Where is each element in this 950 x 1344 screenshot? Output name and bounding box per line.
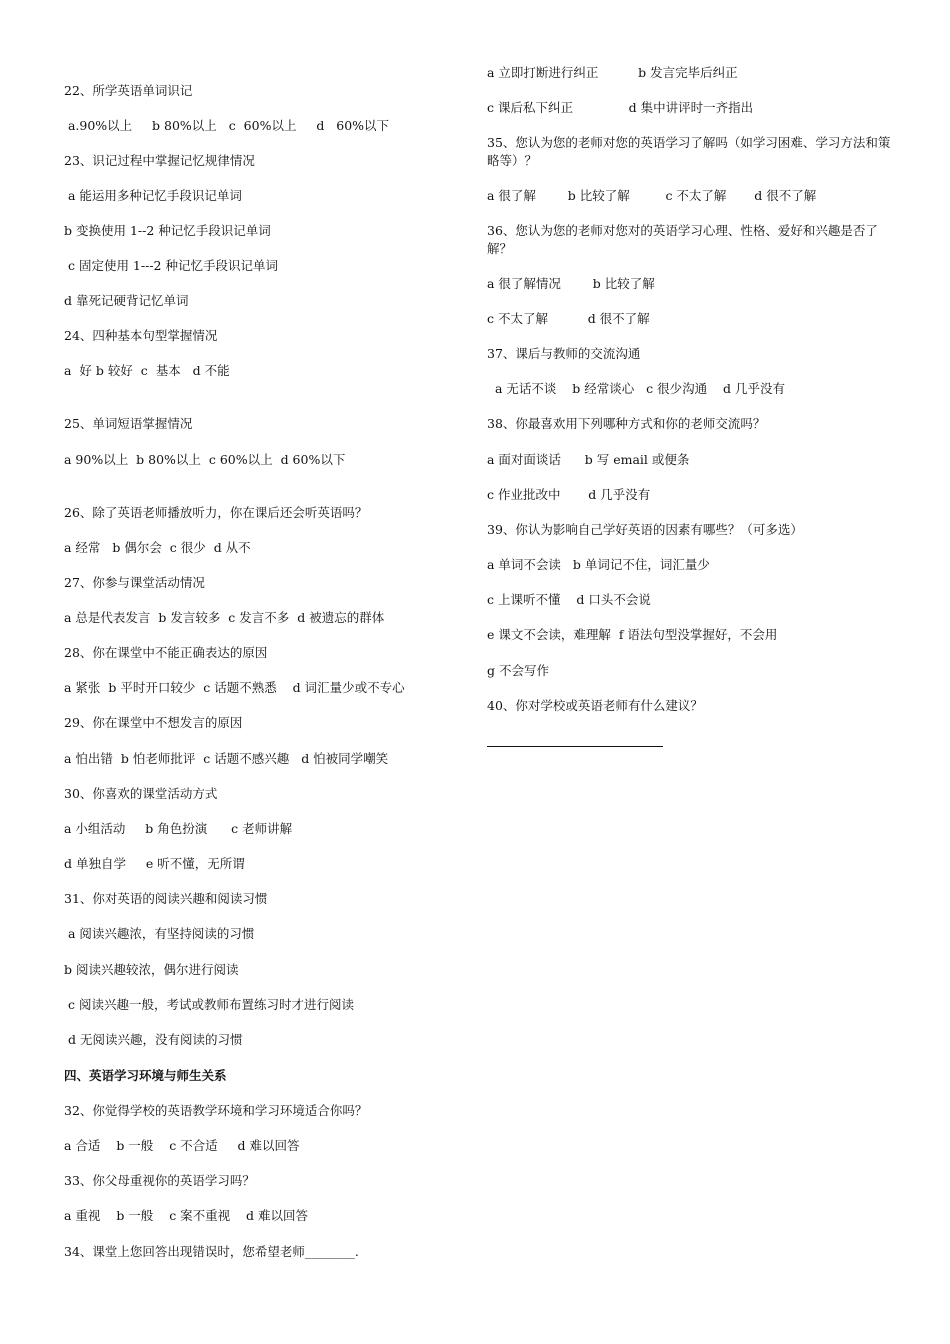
question-29: 29、你在课堂中不想发言的原因 [64, 715, 243, 730]
options-38-row1: a 面对面谈话 b 写 email 或便条 [487, 452, 690, 467]
options-26: a 经常 b 偶尔会 c 很少 d 从不 [64, 540, 251, 555]
question-28: 28、你在课堂中不能正确表达的原因 [64, 645, 268, 660]
options-25: a 90%以上 b 80%以上 c 60%以上 d 60%以下 [64, 452, 346, 467]
options-36-row2: c 不太了解 d 很不了解 [487, 311, 650, 326]
option-31c: c 阅读兴趣一般，考试或教师布置练习时才进行阅读 [64, 997, 354, 1012]
option-31d: d 无阅读兴趣，没有阅读的习惯 [64, 1032, 243, 1047]
question-23: 23、识记过程中掌握记忆规律情况 [64, 153, 255, 168]
options-36-row1: a 很了解情况 b 比较了解 [487, 276, 655, 291]
options-29: a 怕出错 b 怕老师批评 c 话题不感兴趣 d 怕被同学嘲笑 [64, 751, 389, 766]
options-30-row1: a 小组活动 b 角色扮演 c 老师讲解 [64, 821, 293, 836]
section-heading-4: 四、英语学习环境与师生关系 [64, 1068, 227, 1083]
option-23a: a 能运用多种记忆手段识记单词 [64, 188, 242, 203]
option-23d: d 靠死记硬背记忆单词 [64, 293, 189, 308]
question-25: 25、单词短语掌握情况 [64, 416, 193, 431]
options-34-row1: a 立即打断进行纠正 b 发言完毕后纠正 [487, 65, 738, 80]
options-32: a 合适 b 一般 c 不合适 d 难以回答 [64, 1138, 300, 1153]
question-22: 22、所学英语单词识记 [64, 83, 193, 98]
options-38-row2: c 作业批改中 d 几乎没有 [487, 487, 651, 502]
option-31a: a 阅读兴趣浓，有坚持阅读的习惯 [64, 926, 255, 941]
options-39-row2: c 上课听不懂 d 口头不会说 [487, 592, 651, 607]
options-28: a 紧张 b 平时开口较少 c 话题不熟悉 d 词汇量少或不专心 [64, 680, 405, 695]
options-35: a 很了解 b 比较了解 c 不太了解 d 很不了解 [487, 188, 817, 203]
question-30: 30、你喜欢的课堂活动方式 [64, 786, 218, 801]
options-37: a 无话不谈 b 经常谈心 c 很少沟通 d 几乎没有 [487, 381, 786, 396]
answer-line-40 [487, 746, 663, 747]
question-31: 31、你对英语的阅读兴趣和阅读习惯 [64, 891, 268, 906]
option-23c: c 固定使用 1---2 种记忆手段识记单词 [64, 258, 278, 273]
options-27: a 总是代表发言 b 发言较多 c 发言不多 d 被遗忘的群体 [64, 610, 385, 625]
options-33: a 重视 b 一般 c 案不重视 d 难以回答 [64, 1208, 309, 1223]
options-34-row2: c 课后私下纠正 d 集中讲评时一齐指出 [487, 100, 754, 115]
question-33: 33、你父母重视你的英语学习吗？ [64, 1173, 255, 1188]
question-40: 40、你对学校或英语老师有什么建议？ [487, 698, 703, 713]
question-37: 37、课后与教师的交流沟通 [487, 346, 641, 361]
options-24: a 好 b 较好 c 基本 d 不能 [64, 363, 230, 378]
question-32: 32、你觉得学校的英语教学环境和学习环境适合你吗？ [64, 1103, 368, 1118]
question-35: 35、您认为您的老师对您的英语学习了解吗（如学习困难、学习方法和策略等）？ [487, 135, 891, 168]
option-23b: b 变换使用 1--2 种记忆手段识记单词 [64, 223, 271, 238]
question-36: 36、您认为您的老师对您对的英语学习心理、性格、爱好和兴趣是否了解？ [487, 223, 878, 256]
question-24: 24、四种基本句型掌握情况 [64, 328, 218, 343]
options-22: a.90%以上 b 80%以上 c 60%以上 d 60%以下 [64, 118, 390, 133]
question-38: 38、你最喜欢用下列哪种方式和你的老师交流吗？ [487, 416, 766, 431]
options-39-row1: a 单词不会读 b 单词记不住，词汇量少 [487, 557, 710, 572]
options-39-row4: g 不会写作 [487, 663, 549, 678]
options-39-row3: e 课文不会读，难理解 f 语法句型没掌握好，不会用 [487, 627, 778, 642]
question-27: 27、你参与课堂活动情况 [64, 575, 205, 590]
option-31b: b 阅读兴趣较浓，偶尔进行阅读 [64, 962, 239, 977]
question-26: 26、除了英语老师播放听力，你在课后还会听英语吗？ [64, 505, 368, 520]
question-34: 34、课堂上您回答出现错误时，您希望老师________. [64, 1244, 359, 1259]
options-30-row2: d 单独自学 e 听不懂，无所谓 [64, 856, 245, 871]
question-39: 39、你认为影响自己学好英语的因素有哪些？（可多选） [487, 522, 803, 537]
